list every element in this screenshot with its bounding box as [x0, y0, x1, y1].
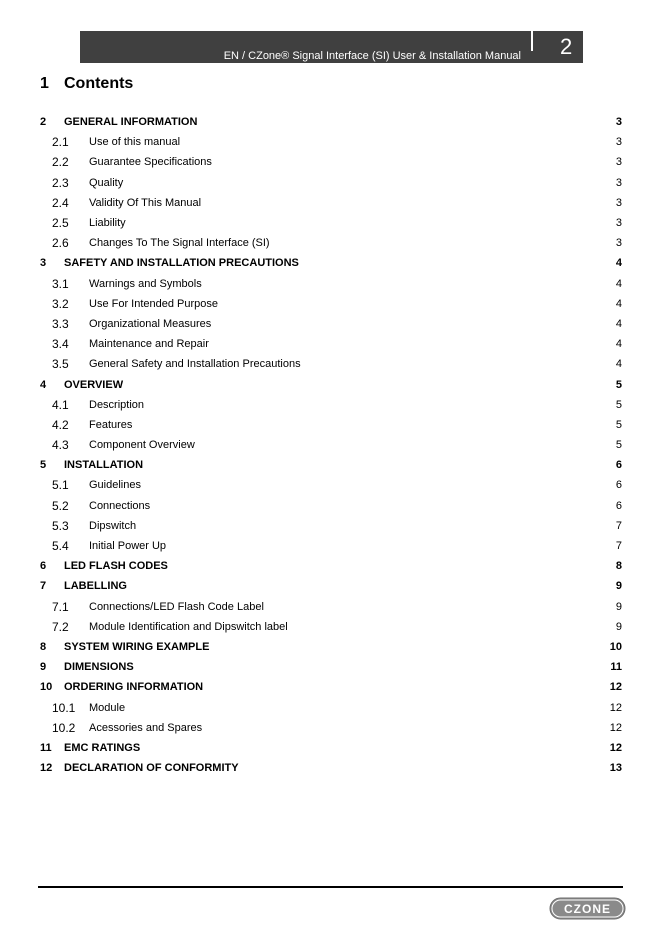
toc-entry[interactable]	[40, 213, 622, 233]
toc-entry-page: 3	[615, 176, 622, 189]
toc-entry[interactable]	[40, 253, 622, 273]
toc-entry-page: 5	[615, 418, 622, 431]
toc-entry-page: 10	[609, 640, 622, 653]
toc-entry-label[interactable]: Initial Power Up	[89, 540, 167, 553]
toc-entry-number: 3.2	[52, 296, 69, 311]
toc-entry-number: 5.3	[52, 518, 69, 533]
toc-entry[interactable]	[40, 173, 622, 193]
toc-entry[interactable]	[40, 294, 622, 314]
toc-entry-page: 3	[615, 237, 622, 250]
toc-entry[interactable]	[40, 354, 622, 374]
toc-entry-number: 2.3	[52, 175, 69, 190]
toc-entry-page: 5	[615, 378, 622, 391]
toc-entry-number: 12	[40, 762, 53, 775]
toc-entry-label[interactable]: SAFETY AND INSTALLATION PRECAUTIONS	[64, 257, 299, 270]
toc-entry[interactable]	[40, 738, 622, 758]
toc-entry[interactable]	[40, 697, 622, 717]
toc-entry-number: 4.2	[52, 417, 69, 432]
logo-text: CZONE	[564, 902, 611, 916]
toc-entry[interactable]	[40, 132, 622, 152]
toc-entry-number: 6	[40, 560, 47, 573]
toc-entry[interactable]	[40, 455, 622, 475]
toc-entry-number: 7	[40, 580, 47, 593]
toc-entry-page: 3	[615, 196, 622, 209]
toc-entry-label[interactable]: Component Overview	[89, 439, 195, 452]
toc-entry-number: 2.6	[52, 236, 69, 251]
toc-entry[interactable]	[40, 475, 622, 495]
toc-entry[interactable]	[40, 576, 622, 596]
toc-entry-label[interactable]: General Safety and Installation Precautions	[89, 358, 301, 371]
toc-entry-number: 2.2	[52, 155, 69, 170]
toc-entry[interactable]	[40, 556, 622, 576]
toc-entry[interactable]	[40, 637, 622, 657]
toc-entry-label[interactable]: Description	[89, 398, 145, 411]
toc-entry-label[interactable]: Module	[89, 701, 126, 714]
toc-entry-number: 4	[40, 378, 47, 391]
page-number: 2	[560, 34, 573, 59]
toc-entry-page: 7	[615, 519, 622, 532]
toc-entry-label[interactable]: Maintenance and Repair	[89, 338, 209, 351]
toc-entry[interactable]	[40, 112, 622, 132]
toc-entry-number: 5.2	[52, 498, 69, 513]
toc-entry-label[interactable]: Guarantee Specifications	[89, 156, 212, 169]
page-header	[80, 31, 583, 63]
toc-entry[interactable]	[40, 718, 622, 738]
toc-entry-label[interactable]: SYSTEM WIRING EXAMPLE	[64, 640, 210, 653]
toc-entry-page: 4	[615, 317, 622, 330]
toc-entry-label[interactable]: Connections	[89, 499, 151, 512]
section-title-text: Contents	[64, 75, 134, 92]
toc-entry-label[interactable]: Changes To The Signal Interface (SI)	[89, 237, 270, 250]
toc-entry-number: 3.3	[52, 316, 69, 331]
toc-entry-label[interactable]: ORDERING INFORMATION	[64, 681, 204, 694]
toc-entry-number: 5.4	[52, 539, 69, 554]
toc-entry-label[interactable]: Quality	[89, 176, 124, 189]
toc-entry-page: 4	[615, 277, 622, 290]
toc-entry-number: 7.2	[52, 619, 69, 634]
toc-entry-page: 12	[609, 681, 622, 694]
toc-entry-label[interactable]: Organizational Measures	[89, 317, 212, 330]
toc-entry-page: 11	[610, 661, 622, 674]
toc-entry-number: 3	[40, 257, 47, 270]
header-divider	[531, 31, 533, 51]
toc-entry-label[interactable]: DIMENSIONS	[64, 661, 134, 674]
footer-rule	[38, 886, 623, 888]
toc-entry[interactable]	[40, 395, 622, 415]
toc-entry-number: 8	[40, 640, 47, 653]
toc-entry-page: 6	[615, 499, 622, 512]
toc-entry-number: 7.1	[52, 599, 69, 614]
toc-entry-label[interactable]: OVERVIEW	[64, 378, 124, 391]
toc-entry-page: 5	[615, 439, 622, 452]
toc-entry-page: 3	[615, 156, 622, 169]
toc-entry-page: 7	[615, 540, 622, 553]
toc-entry-page: 9	[615, 620, 622, 633]
toc-entry-page: 12	[609, 741, 622, 754]
toc-entry-page: 4	[615, 257, 622, 270]
toc-entry[interactable]	[40, 617, 622, 637]
toc-entry[interactable]	[40, 657, 622, 677]
toc-entry-number: 10.2	[52, 720, 76, 735]
toc-entry-number: 2.1	[52, 135, 69, 150]
toc-entry-label[interactable]: Dipswitch	[89, 519, 137, 532]
toc-entry-number: 3.4	[52, 337, 69, 352]
toc-entry-page: 13	[609, 762, 622, 775]
toc-entry-label[interactable]: Validity Of This Manual	[89, 196, 202, 209]
toc-entry[interactable]	[40, 233, 622, 253]
toc-entry-label[interactable]: Guidelines	[89, 479, 141, 492]
toc-entry-number: 5.1	[52, 478, 69, 493]
toc-entry-page: 4	[615, 358, 622, 371]
toc-entry-page: 4	[615, 297, 622, 310]
toc-entry-page: 12	[609, 721, 622, 734]
toc-entry-label[interactable]: Use For Intended Purpose	[89, 297, 219, 310]
toc-entry[interactable]	[40, 597, 622, 617]
toc-entry-page: 3	[615, 217, 622, 230]
toc-entry[interactable]	[40, 334, 622, 354]
toc-entry-page: 6	[615, 479, 622, 492]
toc-entry-page: 6	[615, 459, 622, 472]
toc-entry-page: 9	[615, 600, 622, 613]
toc-entry-number: 10	[40, 681, 53, 694]
toc-entry-number: 2.4	[52, 195, 69, 210]
toc-entry-label[interactable]: Warnings and Symbols	[89, 277, 202, 290]
toc-entry-number: 11	[40, 741, 52, 754]
toc-entry-page: 12	[609, 701, 622, 714]
toc-entry-number: 3.1	[52, 276, 69, 291]
toc-entry[interactable]	[40, 516, 622, 536]
toc-entry-number: 5	[40, 459, 47, 472]
toc-entry-page: 3	[615, 116, 622, 129]
toc-entry-label[interactable]: DECLARATION OF CONFORMITY	[64, 762, 239, 775]
toc-entry-page: 3	[615, 136, 622, 149]
toc-entry-label[interactable]: INSTALLATION	[64, 459, 144, 472]
toc-entry-label[interactable]: Acessories and Spares	[89, 721, 203, 734]
toc-entry[interactable]	[40, 435, 622, 455]
section-number: 1	[40, 75, 49, 92]
document-title: EN / CZone® Signal Interface (SI) User & Installation Manual	[223, 50, 521, 62]
toc-entry-number: 2	[40, 116, 47, 129]
toc-entry-page: 9	[615, 580, 622, 593]
toc-entry-number: 4.1	[52, 397, 69, 412]
toc-entry-page: 8	[615, 560, 622, 573]
toc-entry[interactable]	[40, 314, 622, 334]
toc-entry-label[interactable]: LED FLASH CODES	[64, 560, 168, 573]
toc-entry[interactable]	[40, 374, 622, 394]
toc-entry[interactable]	[40, 274, 622, 294]
toc-entry-label[interactable]: Liability	[89, 217, 126, 230]
toc-entry[interactable]	[40, 415, 622, 435]
toc-entry[interactable]	[40, 152, 622, 172]
toc-entry-label[interactable]: EMC RATINGS	[64, 741, 141, 754]
toc-entry-page: 5	[615, 398, 622, 411]
toc-entry-number: 2.5	[52, 216, 69, 231]
toc-entry[interactable]	[40, 536, 622, 556]
toc-entry-label[interactable]: GENERAL INFORMATION	[64, 116, 198, 129]
toc-entry-number: 10.1	[52, 700, 76, 715]
table-of-contents	[40, 112, 622, 778]
toc-entry[interactable]	[40, 758, 622, 778]
toc-entry-label[interactable]: Connections/LED Flash Code Label	[89, 600, 264, 613]
toc-entry-label[interactable]: LABELLING	[64, 580, 127, 593]
toc-entry-label[interactable]: Module Identification and Dipswitch label	[89, 620, 288, 633]
page-title	[40, 75, 133, 93]
toc-entry-number: 9	[40, 661, 47, 674]
czone-logo	[549, 897, 626, 920]
toc-entry-label[interactable]: Use of this manual	[89, 136, 181, 149]
toc-entry-number: 3.5	[52, 357, 69, 372]
toc-entry[interactable]	[40, 677, 622, 697]
toc-entry-page: 4	[615, 338, 622, 351]
toc-entry[interactable]	[40, 496, 622, 516]
toc-entry-number: 4.3	[52, 438, 69, 453]
toc-entry-label[interactable]: Features	[89, 418, 133, 431]
toc-entry[interactable]	[40, 193, 622, 213]
